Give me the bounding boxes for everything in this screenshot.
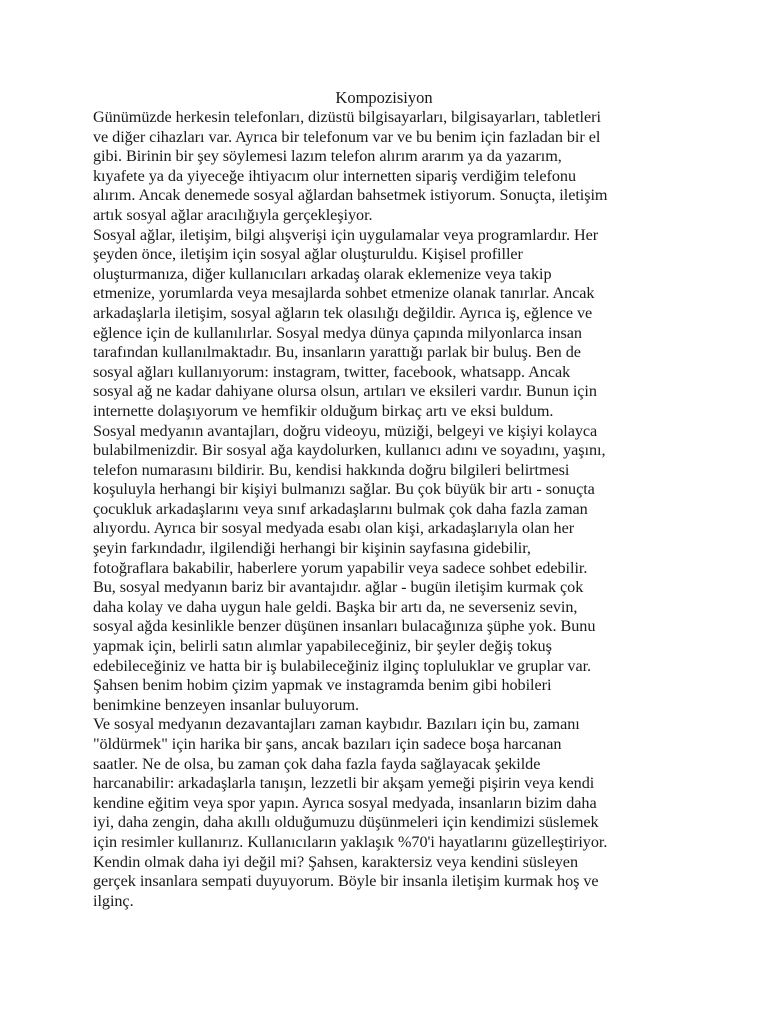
text-line: koşuluyla herhangi bir kişiyi bulmanızı sağlar. Bu çok büyük bir artı - sonuçta [93,480,595,499]
text-line: bulabilmenizdir. Bir sosyal ağa kaydolurken, kullanıcı adını ve soyadını, yaşını, [93,441,606,460]
text-line: gerçek insanlara sempati duyuyorum. Böyle bir insanla iletişim kurmak hoş ve [93,872,599,891]
text-line: "öldürmek" için harika bir şans, ancak bazıları için sadece boşa harcanan [93,735,562,753]
text-line: oluşturmanıza, diğer kullanıcıları arkadaş olarak eklemenize veya takip [93,264,552,283]
text-line: telefon numarasını bildirir. Bu, kendisi hakkında doğru bilgileri belirtmesi [93,460,570,479]
text-line: benimkine benzeyen insanlar buluyorum. [93,695,360,714]
text-line: alıyordu. Ayrıca bir sosyal medyada esabı olan kişi, arkadaşlarıyla olan her [93,519,575,538]
text-line: şeyin farkındadır, ilgilendiği herhangi bir kişinin sayfasına gidebilir, [93,539,531,558]
text-line: Şahsen benim hobim çizim yapmak ve instagramda benim gibi hobileri [93,676,552,695]
text-line: sosyal ağda kesinlikle benzer düşünen insanları bulacağınıza şüphe yok. Bunu [93,617,596,636]
text-line: çocukluk arkadaşlarını veya sınıf arkadaşlarını bulmak çok daha fazla zaman [93,499,588,518]
text-line: etmenize, yorumlarda veya mesajlarda sohbet etmenize olanak tanırlar. Ancak [93,284,595,303]
text-line: arkadaşlarla iletişim, sosyal ağların tek olasılığı değildir. Ayrıca iş, eğlence ve [93,303,593,322]
text-line: Kendin olmak daha iyi değil mi? Şahsen, karaktersiz veya kendini süsleyen [93,852,578,871]
text-line: için resimler kullanırız. Kullanıcıların yaklaşık %70'i hayatlarını güzelleştiriyor. [93,832,608,851]
text-line: sosyal ağ ne kadar dahiyane olursa olsun, artıları ve eksileri vardır. Bunun için [93,382,597,401]
text-line: kendine eğitim veya spor yapın. Ayrıca sosyal medyada, insanların bizim daha [93,793,597,812]
paragraph-4 [93,715,693,911]
text-line: iyi, daha zengin, daha akıllı olduğumuzu düşünmeleri için kendimizi süslemek [93,813,599,832]
document-title: Kompozisiyon [335,88,433,107]
paragraph-2 [93,226,693,422]
text-line: Sosyal ağlar, iletişim, bilgi alışverişi için uygulamalar veya programlardır. Her [93,225,599,244]
text-line: ve diğer cihazları var. Ayrıca bir telefonum var ve bu benim için fazladan bir el [93,127,601,146]
text-line: Ve sosyal medyanın dezavantajları zaman kaybıdır. Bazıları için bu, zamanı [93,715,580,734]
text-line: Sosyal medyanın avantajları, doğru videoyu, müziği, belgeyi ve kişiyi kolayca [93,421,598,440]
paragraph-1 [93,108,693,226]
text-line: edebileceğiniz ve hatta bir iş bulabileceğiniz ilginç topluluklar ve gruplar var. [93,656,592,675]
text-line: tarafından kullanılmaktadır. Bu, insanların yarattığı parlak bir buluş. Ben de [93,343,581,362]
text-line: fotoğraflara bakabilir, haberlere yorum yapabilir veya sadece sohbet edebilir. [93,558,588,577]
text-line: Bu, sosyal medyanın bariz bir avantajıdır. ağlar - bugün iletişim kurmak çok [93,578,584,597]
text-line: internette dolaşıyorum ve hemfikir olduğum birkaç artı ve eksi buldum. [93,401,554,420]
text-line: saatler. Ne de olsa, bu zaman çok daha fazla fayda sağlayacak şekilde [93,754,541,773]
text-line: gibi. Birinin bir şey söylemesi lazım telefon alırım ararım ya da yazarım, [93,147,562,166]
text-line: artık sosyal ağlar aracılığıyla gerçekleşiyor. [93,205,373,224]
text-line: alırım. Ancak denemede sosyal ağlardan bahsetmek istiyorum. Sonuçta, iletişim [93,186,608,205]
text-line: kıyafete ya da yiyeceğe ihtiyacım olur internetten sipariş verdiğim telefonu [93,166,576,185]
text-line: daha kolay ve daha uygun hale geldi. Başka bir artı da, ne severseniz sevin, [93,597,578,616]
text-line: sosyal ağları kullanıyorum: instagram, twitter, facebook, whatsapp. Ancak [93,362,571,381]
text-line: harcanabilir: arkadaşlarla tanışın, lezzetli bir akşam yemeği pişirin veya kendi [93,774,595,793]
text-line: yapmak için, belirli satın alımlar yapabileceğiniz, bir şeyler değiş tokuş [93,637,552,656]
paragraph-3 [93,422,693,716]
text-line: eğlence için de kullanılırlar. Sosyal medya dünya çapında milyonlarca insan [93,323,582,342]
document-body [93,108,693,911]
text-line: ilginç. [93,891,134,910]
text-line: şeyden önce, iletişim için sosyal ağlar oluşturuldu. Kişisel profiller [93,245,523,264]
text-line: Günümüzde herkesin telefonları, dizüstü bilgisayarları, bilgisayarları, tabletleri [93,108,601,126]
